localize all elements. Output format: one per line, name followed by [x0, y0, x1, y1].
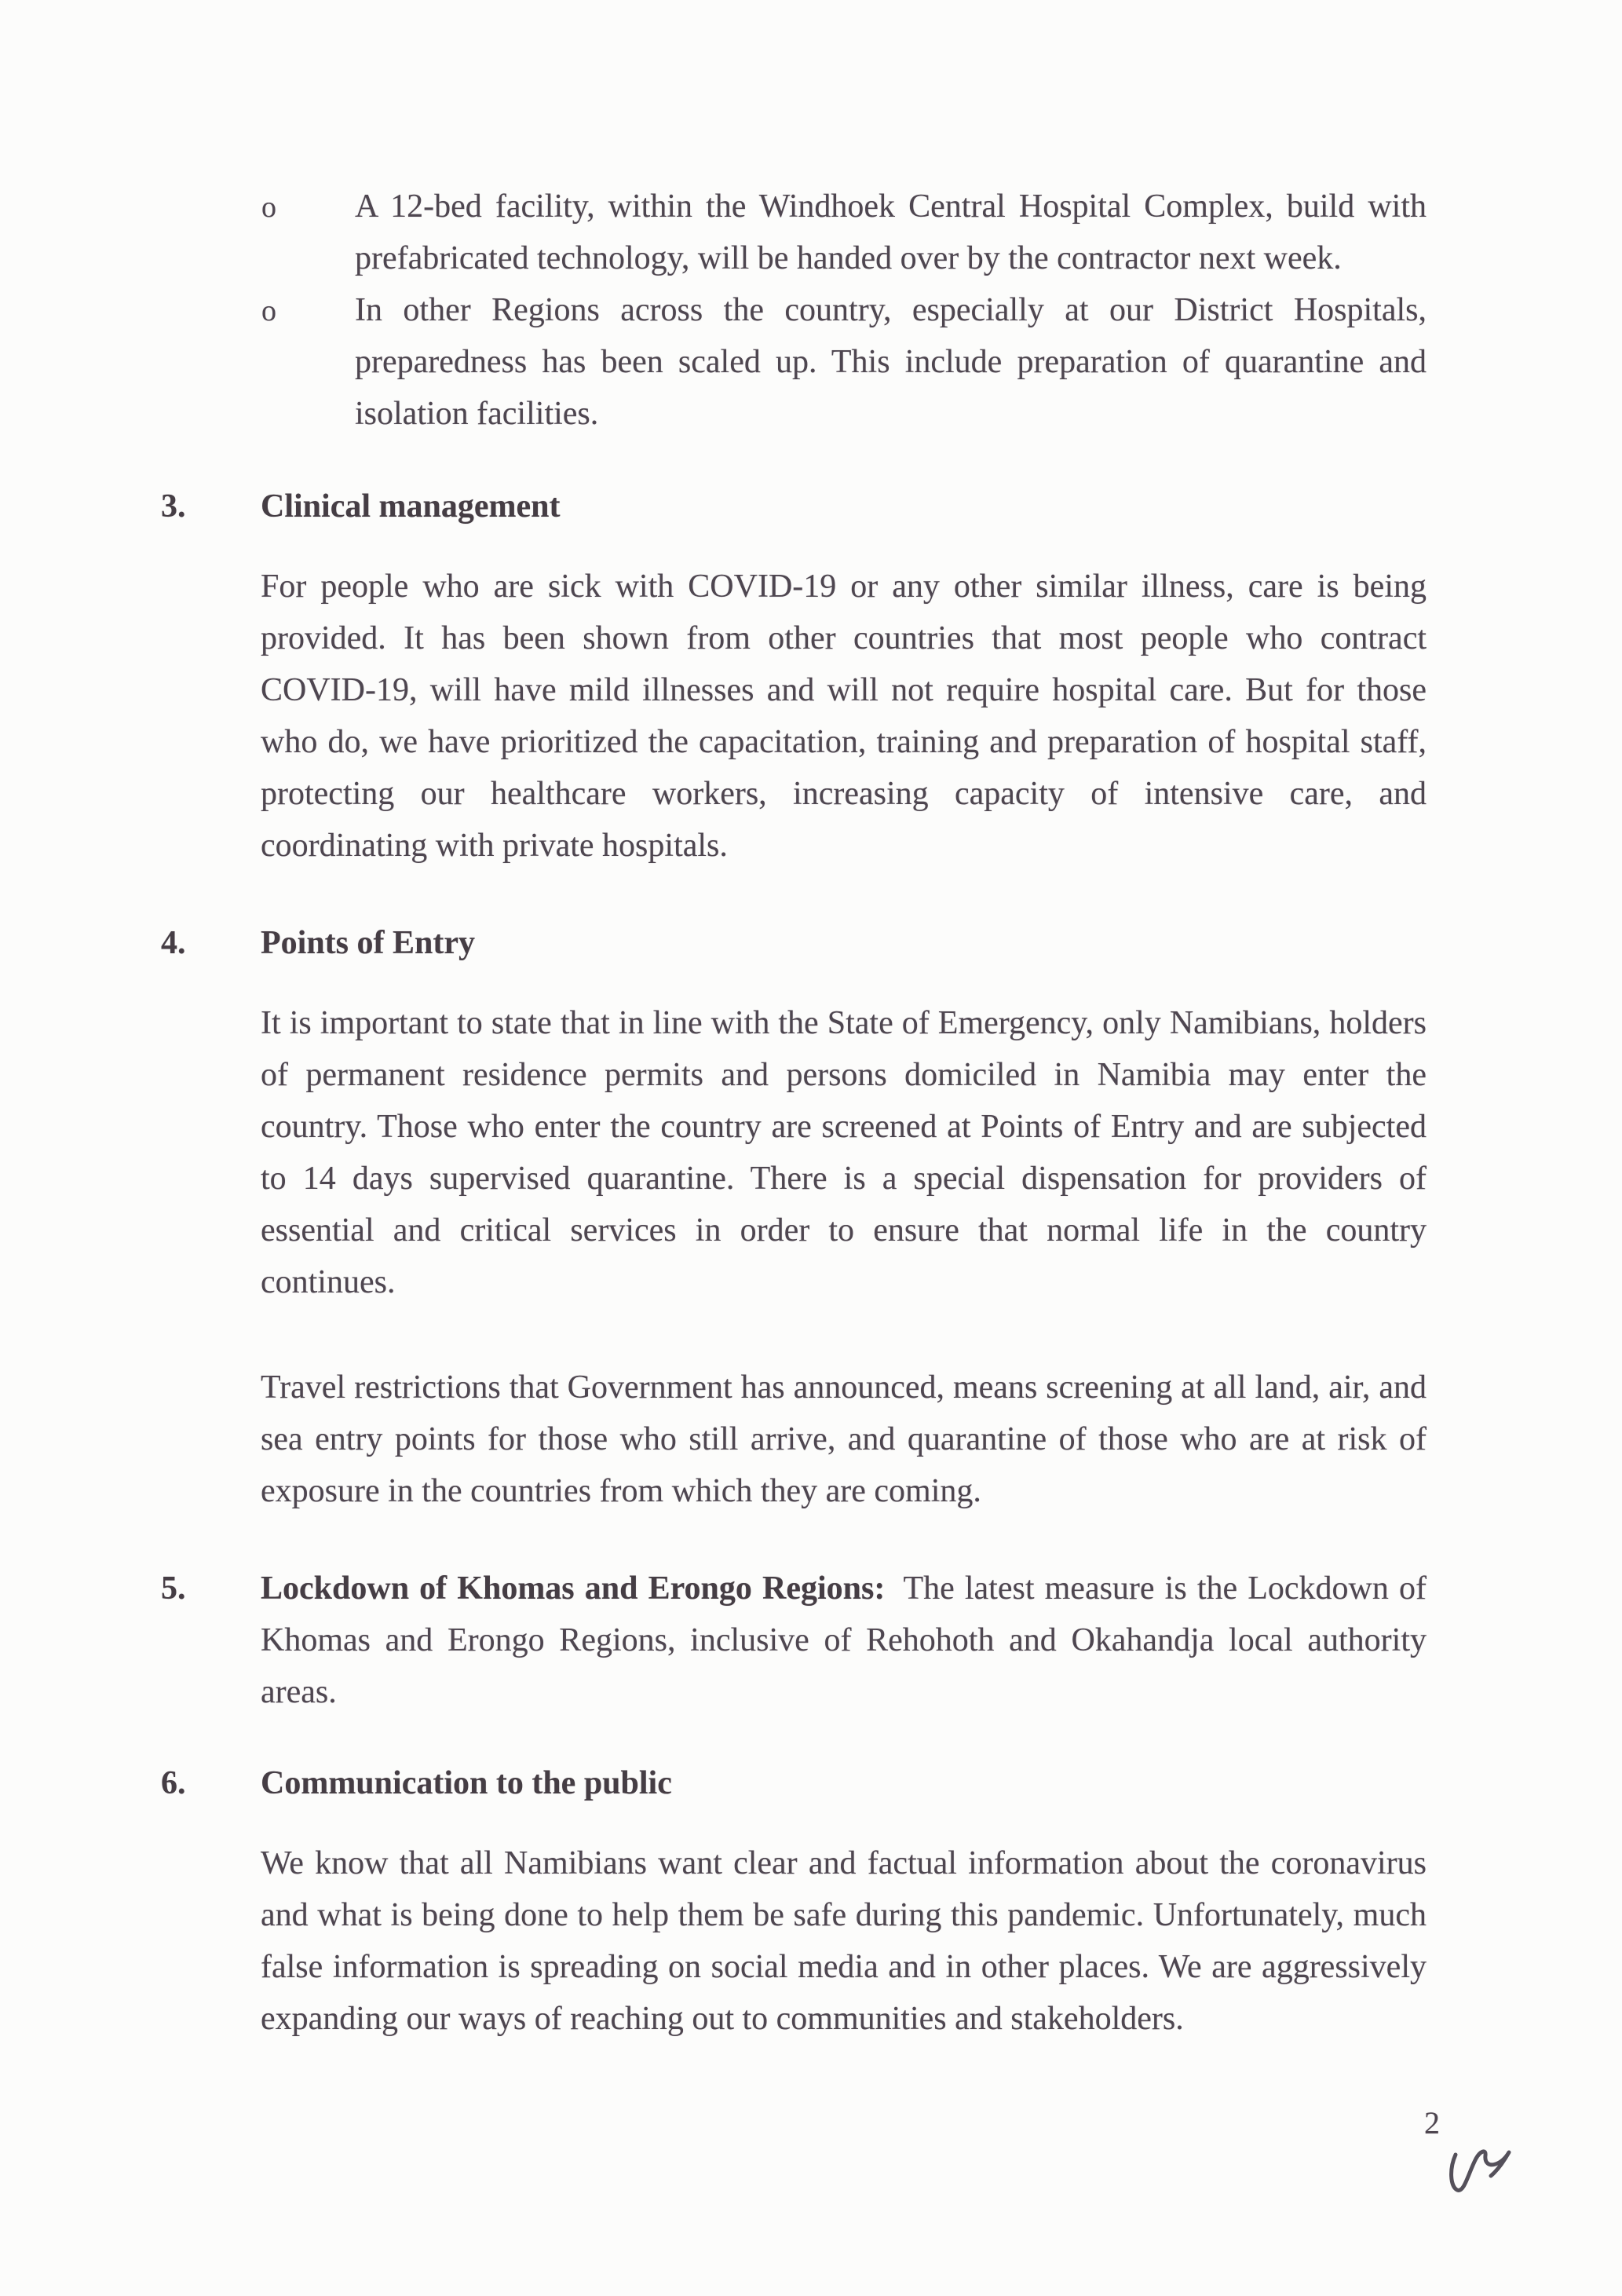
section-heading: Lockdown of Khomas and Erongo Regions: [261, 1570, 886, 1607]
section-number: 3. [161, 488, 186, 525]
section-points-of-entry [161, 917, 1427, 1517]
paragraph: Travel restrictions that Government has announced, means screening at all land, air, and sea entry points for those who still arrive, and quarantine of those who are at risk of exposure in the countries from which they are coming. [261, 1369, 1427, 1509]
list-item [161, 284, 1427, 440]
section-communication [161, 1757, 1427, 2045]
paragraph [261, 1563, 1427, 1718]
bullet-marker: o [261, 294, 276, 327]
section-clinical-management [161, 481, 1427, 872]
paragraph: It is important to state that in line with the State of Emergency, only Namibians, holders of permanent residence permits and persons domiciled in Namibia may enter the country. Those who enter the country are screened at Points of Entry and are subjected to 14 days supervised quarantine. There is a special dispensation for providers of essential and critical services in order to ensure that normal life in the country continues. [261, 1005, 1427, 1300]
section-lockdown [161, 1563, 1427, 1718]
paragraph: We know that all Namibians want clear and factual information about the coronavirus and what is being done to help them be safe during this pandemic. Unfortunately, much false information is spreading on social media and in other places. We are aggressively expanding our ways of reaching out to communities and stakeholders. [261, 1845, 1427, 2037]
section-heading: Points of Entry [261, 925, 475, 961]
section-heading: Communication to the public [261, 1765, 672, 1801]
paragraph-text: The latest measure is the Lockdown of Khomas and Erongo Regions, inclusive of Rehohoth and Okahandja local authority areas. [261, 1570, 1427, 1710]
paragraph: For people who are sick with COVID-19 or any other similar illness, care is being provided. It has been shown from other countries that most people who contract COVID-19, will have mild illnesses and will not require hospital care. But for those who do, we have prioritized the capacitation, training and preparation of hospital staff, protecting our healthcare workers, increasing capacity of intensive care, and coordinating with private hospitals. [261, 569, 1427, 864]
page-content [161, 181, 1427, 2045]
bullet-text: A 12-bed facility, within the Windhoek Central Hospital Complex, build with prefabricated technology, will be handed over by the contractor next week. [355, 188, 1427, 276]
section-heading: Clinical management [261, 488, 561, 525]
bullet-marker: o [261, 191, 276, 224]
section-number: 5. [161, 1570, 186, 1607]
page-number: 2 [1424, 2105, 1440, 2141]
handwritten-initial-icon [1445, 2144, 1520, 2205]
bullet-text: In other Regions across the country, especially at our District Hospitals, preparedness has been scaled up. This include preparation of quarantine and isolation facilities. [355, 292, 1427, 432]
section-number: 4. [161, 925, 186, 961]
section-number: 6. [161, 1765, 186, 1801]
page-footer [1413, 2106, 1586, 2205]
list-item [161, 181, 1427, 284]
